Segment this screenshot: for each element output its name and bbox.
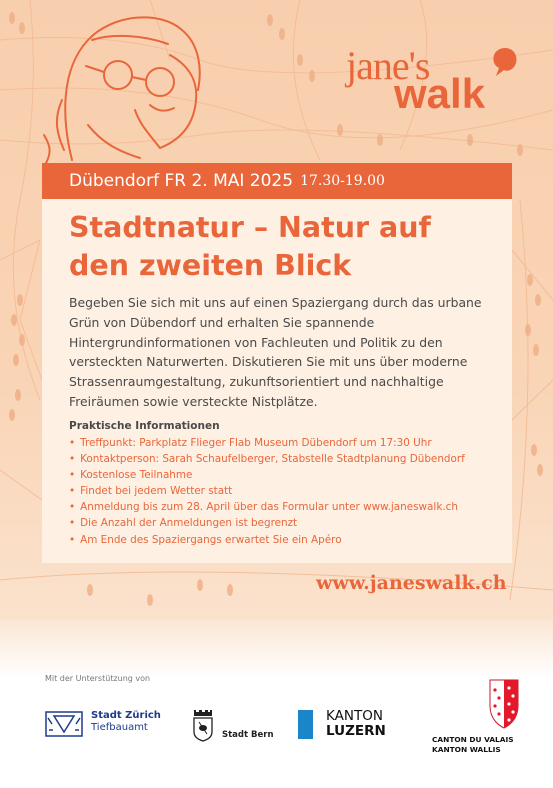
- janes-walk-logo: [340, 42, 520, 117]
- sponsor-kanton-luzern: [298, 710, 408, 740]
- luzern-line2: LUZERN: [326, 723, 386, 739]
- website-link[interactable]: www.janeswalk.ch: [316, 572, 507, 594]
- info-item-meeting-point: • Treffpunkt: Parkplatz Flieger Flab Museum Dübendorf um 17:30 Uhr: [69, 435, 465, 451]
- info-item-registration: • Anmeldung bis zum 28. April über das Formular unter www.janeswalk.ch: [69, 499, 465, 515]
- info-item-weather: • Findet bei jedem Wetter statt: [69, 483, 465, 499]
- sponsor-stadt-zurich: [45, 710, 165, 740]
- date-location: Dübendorf FR 2. MAI 2025: [69, 171, 294, 191]
- speech-bubble-icon: [490, 46, 520, 86]
- support-label: Mit der Unterstützung von: [45, 674, 151, 683]
- logo-line1: jane's: [346, 43, 430, 88]
- bern-crest-icon: [192, 708, 214, 742]
- valais-line2: KANTON WALLIS: [432, 745, 501, 754]
- info-heading: Praktische Informationen: [69, 420, 220, 432]
- logo-line2: walk: [394, 70, 486, 117]
- sponsor-canton-valais: [432, 678, 542, 758]
- sponsor-stadt-bern: [192, 708, 282, 746]
- zurich-crest-icon: [45, 710, 83, 738]
- info-list: [69, 435, 465, 548]
- info-item-free: • Kostenlose Teilnahme: [69, 467, 465, 483]
- luzern-flag-icon: [298, 710, 313, 739]
- zurich-name: Stadt Zürich: [91, 710, 161, 721]
- valais-line1: CANTON DU VALAIS: [432, 735, 514, 744]
- date-location-bar: [42, 163, 512, 199]
- info-item-apero: • Am Ende des Spaziergangs erwartet Sie ein Apéro: [69, 532, 465, 548]
- event-card: [42, 199, 512, 563]
- valais-flag-icon: [488, 678, 520, 730]
- event-description: Begeben Sie sich mit uns auf einen Spaziergang durch das urbane Grün von Dübendorf und erhalten Sie spannende Hintergrundinformationen von Fachleuten und Politik zu den versteckten Naturwerten. Diskutieren Sie mit uns über moderne Strassenraumgestaltung, zukunftsorientiert und nachhaltige Freiräumen sowie versteckte Nistplätze.: [69, 295, 482, 409]
- zurich-dept: Tiefbauamt: [91, 722, 148, 733]
- info-item-contact: • Kontaktperson: Sarah Schaufelberger, Stabstelle Stadtplanung Dübendorf: [69, 451, 465, 467]
- info-item-limited: • Die Anzahl der Anmeldungen ist begrenzt: [69, 515, 465, 531]
- bern-name: Stadt Bern: [222, 730, 274, 740]
- event-title: Stadtnatur – Natur auf den zweiten Blick: [69, 211, 431, 282]
- luzern-line1: KANTON: [326, 708, 383, 724]
- event-time: 17.30-19.00: [300, 173, 385, 189]
